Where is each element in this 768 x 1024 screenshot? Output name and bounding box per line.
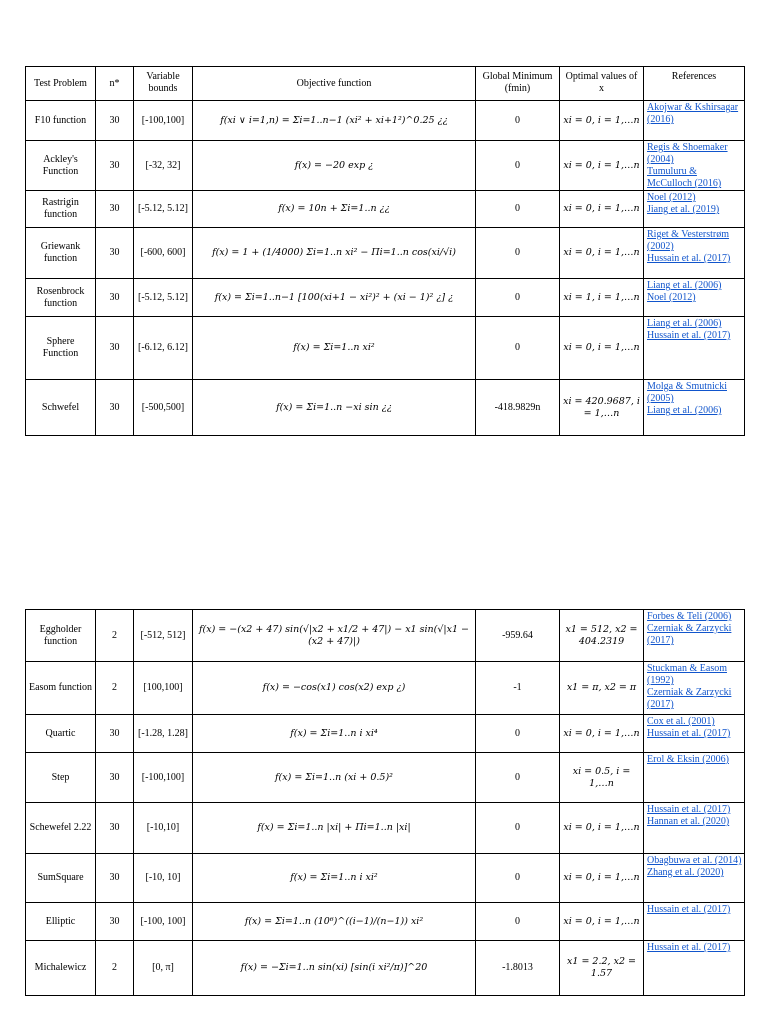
reference-link[interactable]: Hussain et al. (2017): [647, 253, 731, 264]
objective-function-cell: f(x) = −cos(x1) cos(x2) exp ¿): [193, 662, 476, 715]
n-cell: 30: [96, 141, 134, 191]
table-row: [26, 191, 745, 228]
reference-link[interactable]: Obagbuwa et al. (2014): [647, 855, 742, 866]
table-row: [26, 941, 745, 996]
bounds-cell: [-100, 100]: [134, 903, 193, 941]
test-problem-cell: SumSquare: [26, 854, 96, 903]
references-cell: [644, 191, 745, 228]
bounds-cell: [-5.12, 5.12]: [134, 279, 193, 317]
test-problem-cell: Eggholder function: [26, 610, 96, 662]
reference-link[interactable]: Hussain et al. (2017): [647, 804, 731, 815]
bounds-cell: [-32, 32]: [134, 141, 193, 191]
bounds-cell: [-1.28, 1.28]: [134, 715, 193, 753]
test-problem-cell: F10 function: [26, 101, 96, 141]
objective-function-cell: f(x) = Σi=1..n −xi sin ¿¿: [193, 380, 476, 436]
references-cell: [644, 141, 745, 191]
test-problem-cell: Michalewicz: [26, 941, 96, 996]
header-test-problem: Test Problem: [26, 67, 96, 101]
references-cell: [644, 903, 745, 941]
global-minimum-cell: 0: [476, 753, 560, 803]
table-row: [26, 854, 745, 903]
global-minimum-cell: -959.64: [476, 610, 560, 662]
references-cell: [644, 662, 745, 715]
reference-link[interactable]: Hannan et al. (2020): [647, 816, 730, 827]
header-row: [26, 67, 745, 101]
objective-function-cell: f(x) = −Σi=1..n sin(xi) [sin(i xi²/π)]^20: [193, 941, 476, 996]
n-cell: 2: [96, 610, 134, 662]
global-minimum-cell: 0: [476, 228, 560, 279]
test-problem-cell: Easom function: [26, 662, 96, 715]
objective-function-cell: f(x) = 1 + (1/4000) Σi=1..n xi² − Πi=1..n cos(xi/√i): [193, 228, 476, 279]
reference-link[interactable]: Hussain et al. (2017): [647, 942, 731, 953]
reference-link[interactable]: Cox et al. (2001): [647, 716, 715, 727]
bounds-cell: [-6.12, 6.12]: [134, 317, 193, 380]
optimal-values-cell: xi = 0, i = 1,…n: [560, 715, 644, 753]
global-minimum-cell: 0: [476, 903, 560, 941]
bounds-cell: [-500,500]: [134, 380, 193, 436]
table-row: [26, 662, 745, 715]
n-cell: 30: [96, 903, 134, 941]
bounds-cell: [-10, 10]: [134, 854, 193, 903]
references-cell: [644, 854, 745, 903]
n-cell: 2: [96, 662, 134, 715]
bounds-cell: [-10,10]: [134, 803, 193, 854]
optimal-values-cell: xi = 0, i = 1,…n: [560, 141, 644, 191]
optimal-values-cell: x1 = π, x2 = π: [560, 662, 644, 715]
reference-link[interactable]: Hussain et al. (2017): [647, 330, 731, 341]
benchmark-table-2: [25, 609, 745, 996]
objective-function-cell: f(x) = Σi=1..n (xi + 0.5)²: [193, 753, 476, 803]
table-row: [26, 380, 745, 436]
reference-link[interactable]: Stuckman & Easom (1992): [647, 663, 727, 686]
global-minimum-cell: 0: [476, 854, 560, 903]
header-optimal: Optimal values of x: [560, 67, 644, 101]
test-problem-cell: Elliptic: [26, 903, 96, 941]
optimal-values-cell: xi = 0, i = 1,…n: [560, 191, 644, 228]
reference-link[interactable]: Czerniak & Zarzycki (2017): [647, 687, 732, 710]
table-row: [26, 903, 745, 941]
header-references: References: [644, 67, 745, 101]
objective-function-cell: f(x) = Σi=1..n |xi| + Πi=1..n |xi|: [193, 803, 476, 854]
optimal-values-cell: xi = 1, i = 1,…n: [560, 279, 644, 317]
benchmark-table-1: [25, 66, 745, 436]
global-minimum-cell: -1: [476, 662, 560, 715]
objective-function-cell: f(x) = Σi=1..n i xi⁴: [193, 715, 476, 753]
reference-link[interactable]: Liang et al. (2006): [647, 318, 722, 329]
optimal-values-cell: xi = 0, i = 1,…n: [560, 228, 644, 279]
header-objective: Objective function: [193, 67, 476, 101]
objective-function-cell: f(x) = Σi=1..n i xi²: [193, 854, 476, 903]
n-cell: 30: [96, 380, 134, 436]
table-row: [26, 803, 745, 854]
global-minimum-cell: 0: [476, 101, 560, 141]
test-problem-cell: Quartic: [26, 715, 96, 753]
reference-link[interactable]: Jiang et al. (2019): [647, 204, 720, 215]
header-bounds: Variable bounds: [134, 67, 193, 101]
reference-link[interactable]: Noel (2012): [647, 292, 696, 303]
reference-link[interactable]: Zhang et al. (2020): [647, 867, 724, 878]
global-minimum-cell: 0: [476, 803, 560, 854]
optimal-values-cell: xi = 0, i = 1,…n: [560, 903, 644, 941]
header-n: n*: [96, 67, 134, 101]
optimal-values-cell: xi = 0.5, i = 1,…n: [560, 753, 644, 803]
test-problem-cell: Ackley's Function: [26, 141, 96, 191]
table-1-body: [26, 101, 745, 436]
reference-link[interactable]: Molga & Smutnicki (2005): [647, 381, 727, 404]
reference-link[interactable]: Liang et al. (2006): [647, 405, 722, 416]
global-minimum-cell: 0: [476, 715, 560, 753]
table-row: [26, 101, 745, 141]
test-problem-cell: Step: [26, 753, 96, 803]
objective-function-cell: f(x) = −20 exp ¿: [193, 141, 476, 191]
table-row: [26, 610, 745, 662]
references-cell: [644, 380, 745, 436]
reference-link[interactable]: Hussain et al. (2017): [647, 904, 731, 915]
reference-link[interactable]: Hussain et al. (2017): [647, 728, 731, 739]
reference-link[interactable]: Czerniak & Zarzycki (2017): [647, 623, 732, 646]
objective-function-cell: f(x) = Σi=1..n−1 [100(xi+1 − xi²)² + (xi − 1)² ¿] ¿: [193, 279, 476, 317]
optimal-values-cell: x1 = 512, x2 = 404.2319: [560, 610, 644, 662]
references-cell: [644, 610, 745, 662]
objective-function-cell: f(xi ∨ i=1,n) = Σi=1..n−1 (xi² + xi+1²)^0.25 ¿¿: [193, 101, 476, 141]
references-cell: [644, 279, 745, 317]
bounds-cell: [-600, 600]: [134, 228, 193, 279]
n-cell: 30: [96, 101, 134, 141]
references-cell: [644, 101, 745, 141]
test-problem-cell: Rosenbrock function: [26, 279, 96, 317]
global-minimum-cell: 0: [476, 317, 560, 380]
table-row: [26, 753, 745, 803]
test-problem-cell: Griewank function: [26, 228, 96, 279]
references-cell: [644, 941, 745, 996]
global-minimum-cell: 0: [476, 141, 560, 191]
references-cell: [644, 228, 745, 279]
objective-function-cell: f(x) = 10n + Σi=1..n ¿¿: [193, 191, 476, 228]
reference-link[interactable]: Erol & Eksin (2006): [647, 754, 729, 765]
bounds-cell: [-512, 512]: [134, 610, 193, 662]
table-row: [26, 228, 745, 279]
n-cell: 30: [96, 803, 134, 854]
bounds-cell: [-100,100]: [134, 101, 193, 141]
references-cell: [644, 715, 745, 753]
reference-link[interactable]: Forbes & Teli (2006): [647, 611, 732, 622]
table-row: [26, 141, 745, 191]
test-problem-cell: Schwefel: [26, 380, 96, 436]
table-row: [26, 279, 745, 317]
bounds-cell: [-5.12, 5.12]: [134, 191, 193, 228]
table-row: [26, 317, 745, 380]
references-cell: [644, 317, 745, 380]
reference-link[interactable]: Akojwar & Kshirsagar (2016): [647, 102, 739, 125]
optimal-values-cell: xi = 420.9687, i = 1,…n: [560, 380, 644, 436]
header-global-min: Global Minimum (fmin): [476, 67, 560, 101]
n-cell: 30: [96, 191, 134, 228]
n-cell: 2: [96, 941, 134, 996]
table-2-body: [26, 610, 745, 996]
n-cell: 30: [96, 753, 134, 803]
objective-function-cell: f(x) = Σi=1..n xi²: [193, 317, 476, 380]
n-cell: 30: [96, 228, 134, 279]
table-row: [26, 715, 745, 753]
references-cell: [644, 753, 745, 803]
bounds-cell: [0, π]: [134, 941, 193, 996]
optimal-values-cell: xi = 0, i = 1,…n: [560, 854, 644, 903]
test-problem-cell: Sphere Function: [26, 317, 96, 380]
optimal-values-cell: xi = 0, i = 1,…n: [560, 803, 644, 854]
n-cell: 30: [96, 715, 134, 753]
n-cell: 30: [96, 279, 134, 317]
objective-function-cell: f(x) = Σi=1..n (10⁶)^((i−1)/(n−1)) xi²: [193, 903, 476, 941]
reference-link[interactable]: Riget & Vesterstrøm (2002): [647, 229, 730, 252]
reference-link[interactable]: Tumuluru & McCulloch (2016): [647, 166, 722, 189]
n-cell: 30: [96, 317, 134, 380]
global-minimum-cell: -1.8013: [476, 941, 560, 996]
objective-function-cell: f(x) = −(x2 + 47) sin(√|x2 + x1/2 + 47|) − x1 sin(√|x1 − (x2 + 47)|): [193, 610, 476, 662]
references-cell: [644, 803, 745, 854]
global-minimum-cell: -418.9829n: [476, 380, 560, 436]
test-problem-cell: Schewefel 2.22: [26, 803, 96, 854]
global-minimum-cell: 0: [476, 279, 560, 317]
optimal-values-cell: xi = 0, i = 1,…n: [560, 317, 644, 380]
n-cell: 30: [96, 854, 134, 903]
reference-link[interactable]: Noel (2012): [647, 192, 696, 203]
reference-link[interactable]: Regis & Shoemaker (2004): [647, 142, 728, 165]
bounds-cell: [-100,100]: [134, 753, 193, 803]
optimal-values-cell: x1 = 2.2, x2 = 1.57: [560, 941, 644, 996]
bounds-cell: [100,100]: [134, 662, 193, 715]
reference-link[interactable]: Liang et al. (2006): [647, 280, 722, 291]
test-problem-cell: Rastrigin function: [26, 191, 96, 228]
global-minimum-cell: 0: [476, 191, 560, 228]
optimal-values-cell: xi = 0, i = 1,…n: [560, 101, 644, 141]
